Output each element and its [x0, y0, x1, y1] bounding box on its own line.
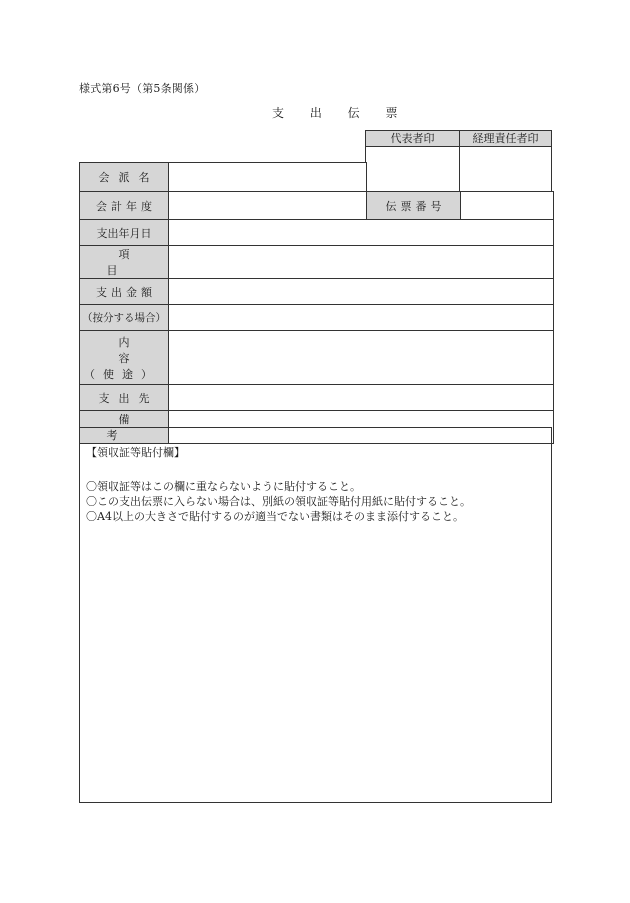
value-shishutsu-saki[interactable] — [169, 385, 554, 411]
receipt-area-title: 【領収証等貼付欄】 — [86, 446, 185, 459]
label-komoku: 項目 — [80, 246, 169, 279]
value-kaiha[interactable] — [169, 163, 367, 192]
label-denpyo-bango: 伝票番号 — [367, 192, 461, 220]
label-anbun: （按分する場合） — [80, 305, 169, 331]
receipt-attachment-area[interactable] — [79, 427, 552, 803]
seal-header-accounting-manager: 経理責任者印 — [460, 131, 552, 147]
label-shito-text: （使途） — [84, 368, 160, 381]
label-nendo: 会計年度 — [80, 192, 169, 220]
seal-header-representative: 代表者印 — [366, 131, 460, 147]
form-number-label: 様式第6号（第5条関係） — [79, 82, 206, 95]
label-naiyo — [80, 331, 169, 385]
value-nendo[interactable] — [169, 192, 367, 220]
receipt-note-3: 〇A4以上の大きさで貼付するのが適当でない書類はそのまま添付すること。 — [86, 510, 464, 523]
document-title: 支 出 伝 票 — [272, 106, 409, 120]
value-anbun[interactable] — [169, 305, 554, 331]
value-naiyo[interactable] — [169, 331, 554, 385]
label-naiyo-text: 内容 — [118, 336, 154, 365]
value-denpyo-bango[interactable] — [461, 192, 554, 220]
label-kingaku: 支出金額 — [80, 279, 169, 305]
value-komoku[interactable] — [169, 246, 554, 279]
expense-form-table — [79, 162, 554, 444]
label-shishutsu-date: 支出年月日 — [80, 220, 169, 246]
receipt-note-2: 〇この支出伝票に入らない場合は、別紙の領収証等貼付用紙に貼付すること。 — [86, 495, 471, 508]
receipt-note-1: 〇領収証等はこの欄に重ならないように貼付すること。 — [86, 480, 361, 493]
value-shishutsu-date[interactable] — [169, 220, 554, 246]
label-biko: 備考 — [80, 411, 169, 444]
label-shishutsu-saki: 支出先 — [80, 385, 169, 411]
value-kingaku[interactable] — [169, 279, 554, 305]
label-kaiha: 会派名 — [80, 163, 169, 192]
seal-spacer — [367, 163, 554, 192]
